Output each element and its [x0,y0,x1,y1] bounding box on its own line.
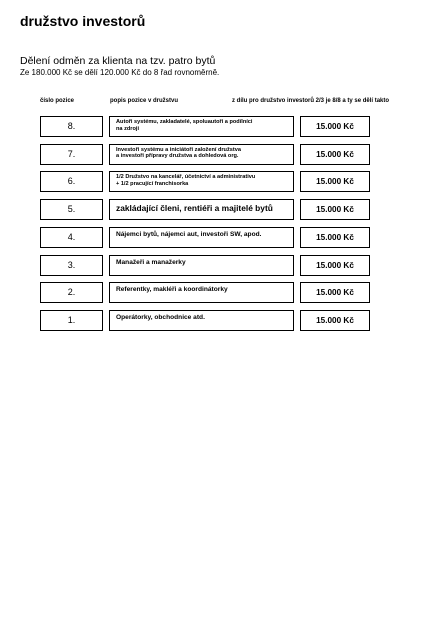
table-row [0,171,431,192]
position-description: Autoři systému, zakladatelé, spoluautoři a podílníci na zdroji [109,116,294,137]
header-share: z dílu pro družstvo investorů 2/3 je 8/8 a ty se dělí takto [232,98,390,104]
position-number: 1. [40,310,103,331]
position-description: 1/2 Družstvo na kancelář, účetnictví a administrativu + 1/2 pracující franchisorka [109,171,294,192]
position-description: zakládající členi, rentiéři a majitelé bytů [109,199,294,220]
reward-amount: 15.000 Kč [300,310,370,331]
document-subtitle: Dělení odměn za klienta na tzv. patro bytů [20,55,216,67]
position-number: 5. [40,199,103,220]
position-description: Investoři systému a iniciátoři založení družstva a investoři přípravy družstva a dohledová org. [109,144,294,165]
header-description: popis pozice v družstvu [110,98,179,104]
reward-amount: 15.000 Kč [300,199,370,220]
position-description: Operátorky, obchodnice atd. [109,310,294,331]
position-number: 8. [40,116,103,137]
position-description: Referentky, makléři a koordinátorky [109,282,294,303]
table-row [0,144,431,165]
document-note: Ze 180.000 Kč se dělí 120.000 Kč do 8 řad rovnoměrně. [20,68,220,77]
reward-amount: 15.000 Kč [300,227,370,248]
reward-amount: 15.000 Kč [300,144,370,165]
table-row [0,282,431,303]
position-number: 7. [40,144,103,165]
document-title: družstvo investorů [20,13,146,29]
position-description: Manažeři a manažerky [109,255,294,276]
position-description: Nájemci bytů, nájemci aut, investoři SW, apod. [109,227,294,248]
table-row [0,310,431,331]
reward-amount: 15.000 Kč [300,255,370,276]
table-row [0,227,431,248]
table-row [0,199,431,220]
header-position: číslo pozice [40,98,75,104]
reward-amount: 15.000 Kč [300,116,370,137]
position-number: 2. [40,282,103,303]
table-row [0,116,431,137]
table-row [0,255,431,276]
reward-amount: 15.000 Kč [300,171,370,192]
position-number: 3. [40,255,103,276]
position-number: 6. [40,171,103,192]
reward-amount: 15.000 Kč [300,282,370,303]
position-number: 4. [40,227,103,248]
